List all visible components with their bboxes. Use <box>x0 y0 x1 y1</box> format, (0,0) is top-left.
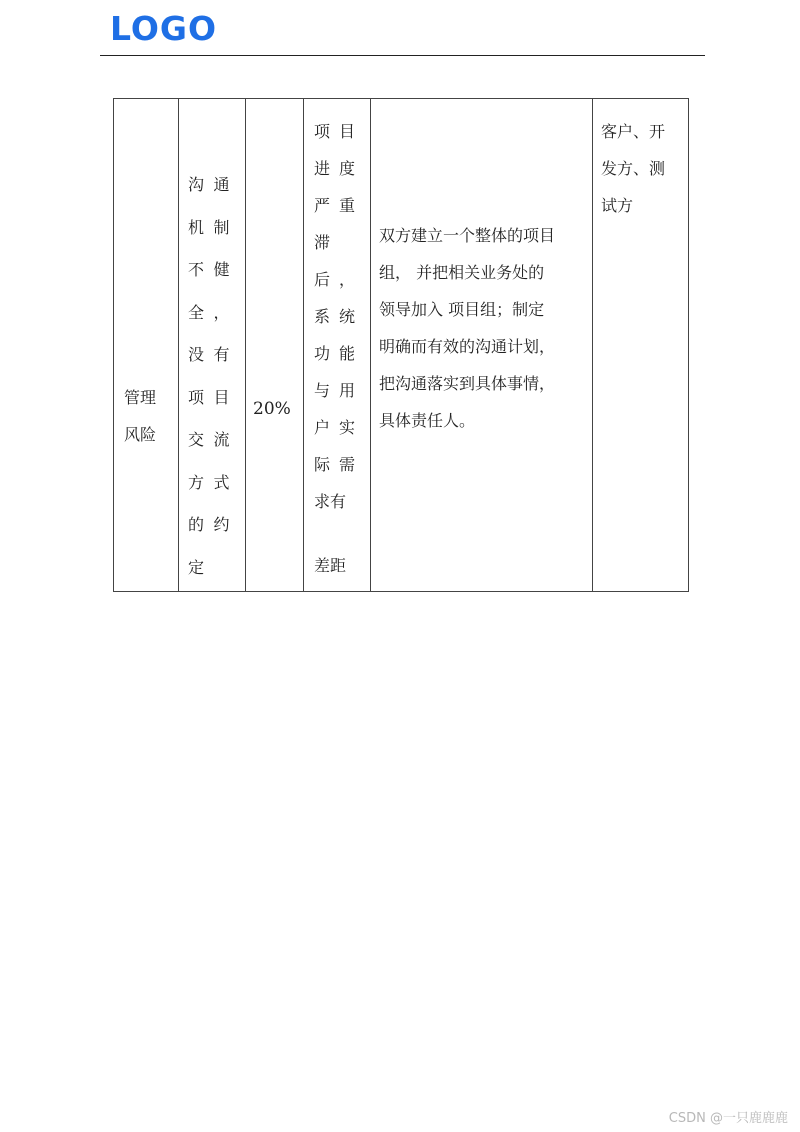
text-line: 具体责任人。 <box>379 411 476 430</box>
text-line: 的 <box>188 515 205 534</box>
risk-effect <box>304 99 370 591</box>
text-line: 沟 <box>188 175 205 194</box>
risk-effect-tail-2: 差距 <box>314 556 347 575</box>
text-line: 重 <box>339 196 356 215</box>
text-line: 风险 <box>124 425 157 444</box>
text-line: 项 <box>314 122 331 141</box>
text-line: 用 <box>339 381 356 400</box>
text-line: 定 <box>188 557 205 577</box>
text-line: ， <box>339 270 356 289</box>
text-line: 后 <box>314 270 331 289</box>
text-line: 发方、测 <box>601 159 666 178</box>
text-line: 试方 <box>601 196 634 215</box>
text-line: 系 <box>314 307 331 326</box>
logo-text: LOGO <box>110 9 218 48</box>
text-line: 客户、开 <box>601 122 666 141</box>
risk-effect-cell <box>304 99 371 592</box>
risk-owner-cell <box>593 99 689 592</box>
text-line: 滞 <box>314 233 331 252</box>
text-line: 不 <box>188 260 205 279</box>
text-line: 双方建立一个整体的项目 <box>379 226 556 245</box>
text-line <box>339 224 364 261</box>
text-line: 进 <box>314 159 331 178</box>
text-line: 项 <box>188 387 205 407</box>
text-line: 健 <box>213 260 230 279</box>
risk-probability: 20% <box>253 399 291 419</box>
text-line: 度 <box>339 159 356 178</box>
text-line: 通 <box>213 175 230 194</box>
risk-category-cell <box>114 99 179 592</box>
text-line: 约 <box>213 515 230 534</box>
text-line: ， <box>213 302 230 322</box>
text-line: 方 <box>188 472 205 492</box>
text-line: 明确而有效的沟通计划， <box>379 337 556 356</box>
risk-category <box>114 99 178 591</box>
text-line: 需 <box>339 455 356 474</box>
header-divider <box>100 55 705 56</box>
risk-measure <box>371 99 592 591</box>
text-line: 式 <box>213 472 230 492</box>
text-line: 严 <box>314 196 331 215</box>
risk-effect-text <box>314 113 364 483</box>
text-line: 组， 并把相关业务处的 <box>379 263 545 282</box>
risk-effect-tail-1: 求有 <box>314 492 347 511</box>
text-line: 交 <box>188 430 205 449</box>
text-line: 全 <box>188 302 205 322</box>
text-line: 实 <box>339 418 356 437</box>
text-line: 制 <box>213 217 230 237</box>
text-line: 管理 <box>124 388 157 407</box>
risk-measure-cell <box>371 99 593 592</box>
text-line: 功 <box>314 344 331 363</box>
table-row <box>114 99 689 592</box>
text-line: 际 <box>314 455 331 474</box>
text-line: 机 <box>188 217 205 237</box>
text-line: 与 <box>314 381 331 400</box>
text-line: 目 <box>213 387 230 407</box>
risk-owner <box>593 99 688 591</box>
risk-probability-cell <box>246 99 304 592</box>
risk-table <box>113 98 689 592</box>
text-line: 把沟通落实到具体事情， <box>379 374 556 393</box>
text-line: 领导加入 项目组；制定 <box>379 300 545 319</box>
text-line: 流 <box>213 430 230 449</box>
risk-cause-cell <box>179 99 246 592</box>
watermark: CSDN @一只鹿鹿鹿 <box>668 1111 788 1126</box>
text-line: 能 <box>339 344 356 363</box>
risk-cause <box>179 99 245 591</box>
text-line: 目 <box>339 122 356 141</box>
logo-graphic <box>110 8 220 48</box>
text-line: 户 <box>314 418 331 437</box>
logo <box>110 8 220 48</box>
text-line: 没 <box>188 345 205 364</box>
text-line: 统 <box>339 307 356 326</box>
text-line: 有 <box>213 345 230 364</box>
